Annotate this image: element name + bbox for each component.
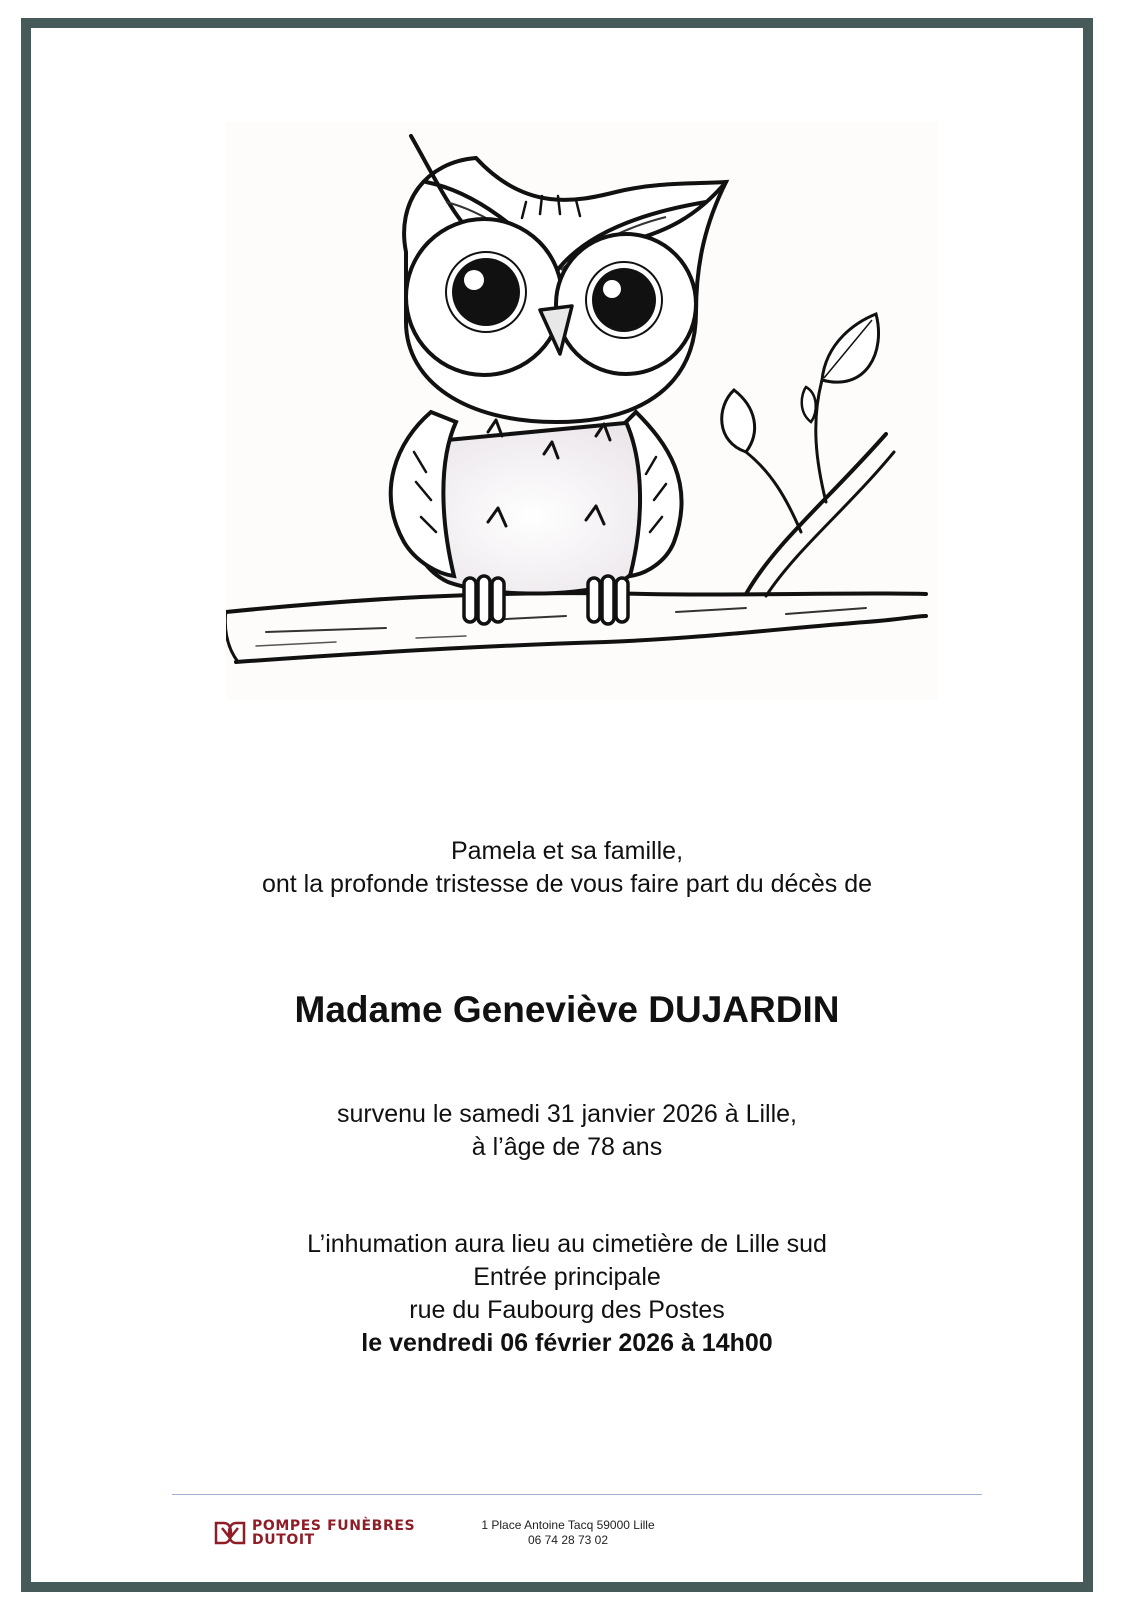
death-info	[80, 1098, 1054, 1164]
intro-line: ont la profonde tristesse de vous faire part du décès de	[261, 870, 873, 898]
burial-street-line: rue du Faubourg des Postes	[409, 1296, 725, 1324]
intro-line: Pamela et sa famille,	[450, 837, 684, 865]
company-logo	[214, 1517, 415, 1549]
company-address: 1 Place Antoine Tacq 59000 Lille	[481, 1518, 655, 1532]
owl-on-branch-illustration	[226, 122, 938, 700]
burial-info	[80, 1228, 1054, 1360]
company-name-line2: DUTOIT	[252, 1532, 315, 1548]
deceased-name: Madame Geneviève DUJARDIN	[294, 989, 840, 1030]
burial-entrance-line: Entrée principale	[473, 1263, 661, 1291]
death-date-line: survenu le samedi 31 janvier 2026 à Lille,	[337, 1100, 797, 1128]
age-line: à l’âge de 78 ans	[471, 1133, 663, 1161]
burial-datetime: le vendredi 06 février 2026 à 14h00	[361, 1329, 773, 1357]
company-contact	[458, 1518, 678, 1548]
company-name	[252, 1519, 415, 1547]
burial-place-line: L’inhumation aura lieu au cimetière de Lille sud	[307, 1230, 827, 1258]
pompes-funebres-logo-icon	[214, 1520, 246, 1546]
footer-divider	[172, 1494, 982, 1495]
company-name-line1: POMPES FUNÈBRES	[252, 1518, 416, 1534]
company-phone: 06 74 28 73 02	[527, 1533, 609, 1547]
intro-text	[80, 835, 1054, 901]
